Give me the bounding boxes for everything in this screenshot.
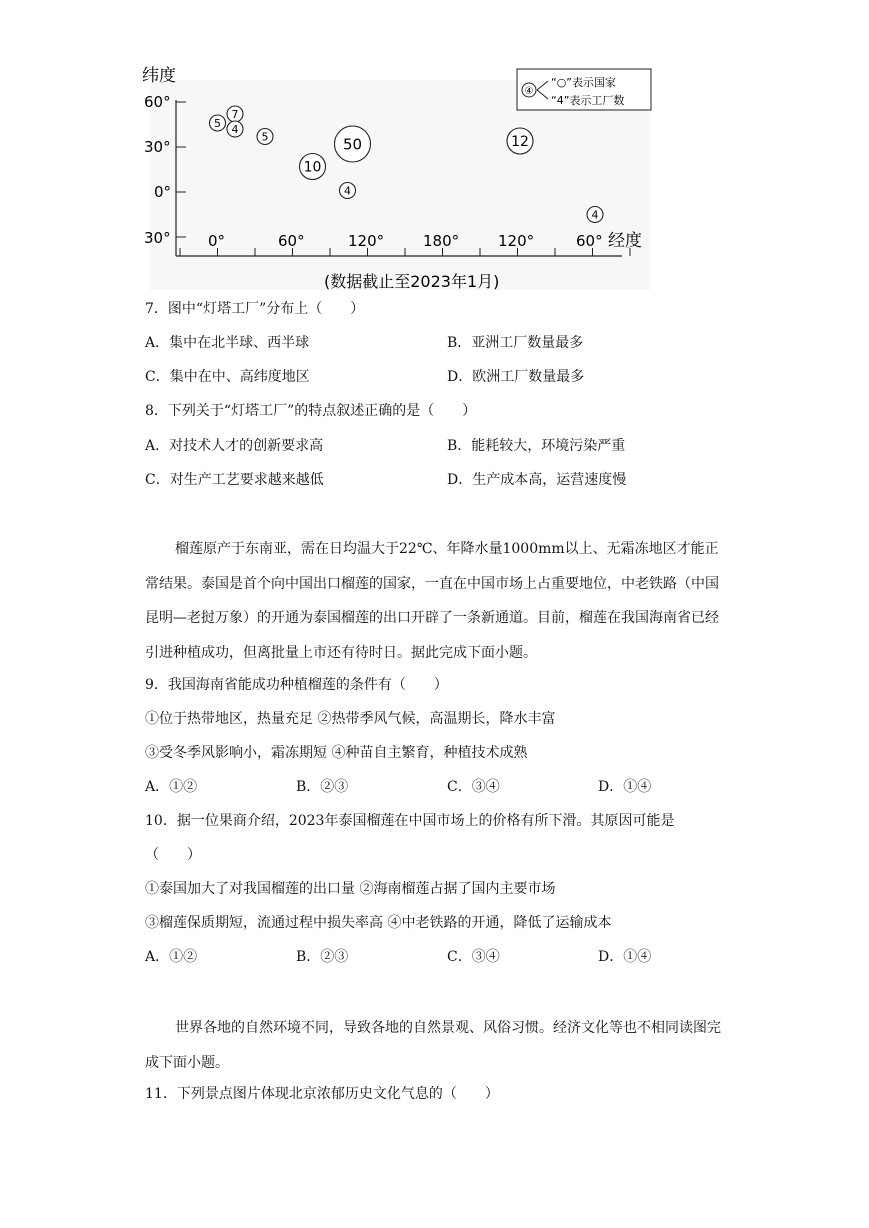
x-axis-title: 经度 — [608, 231, 642, 251]
q9-option-c[interactable]: C．③④ — [447, 779, 500, 795]
y-tick-label: 0° — [154, 183, 172, 201]
country-marker-label: 10 — [303, 159, 322, 176]
q9-statement-1: ①位于热带地区，热量充足 ②热带季风气候，高温期长，降水丰富 — [145, 711, 556, 727]
q10-statement-2: ③榴莲保质期短，流通过程中损失率高 ④中老铁路的开通，降低了运输成本 — [145, 915, 612, 931]
q7-option-d[interactable]: D．欧洲工厂数量最多 — [447, 369, 585, 385]
q7-option-a[interactable]: A．集中在北半球、西半球 — [145, 335, 310, 351]
q10-option-c[interactable]: C．③④ — [447, 949, 500, 965]
country-marker-label: 7 — [231, 107, 239, 121]
q9-option-b[interactable]: B．②③ — [296, 779, 349, 795]
figure-background — [150, 80, 650, 290]
figure-caption: (数据截止至2023年1月) — [324, 272, 500, 290]
q8-option-b[interactable]: B．能耗较大，环境污染严重 — [447, 438, 626, 454]
q9-statement-2: ③受冬季风影响小，霜冻期短 ④种苗自主繁育，种植技术成熟 — [145, 745, 528, 761]
country-marker-label: 4 — [591, 208, 599, 222]
q9-option-a[interactable]: A．①② — [145, 779, 198, 795]
y-tick-label: 30° — [144, 138, 171, 156]
q8-option-c[interactable]: C．对生产工艺要求越来越低 — [145, 472, 324, 488]
legend-line-1: “○”表示国家 — [551, 76, 616, 89]
q8-option-a[interactable]: A．对技术人才的创新要求高 — [145, 438, 324, 454]
q10-stem-cont: （ ） — [145, 847, 201, 863]
x-tick-label: 60° — [576, 232, 603, 250]
q9-stem: 9．我国海南省能成功种植榴莲的条件有（ ） — [145, 677, 448, 693]
country-marker-label: 4 — [344, 184, 351, 198]
durian-passage — [145, 532, 725, 670]
distribution-chart — [140, 60, 660, 290]
country-marker-label: 5 — [261, 130, 269, 144]
q10-statement-1: ①泰国加大了对我国榴莲的出口量 ②海南榴莲占据了国内主要市场 — [145, 881, 556, 897]
country-marker-label: 4 — [231, 122, 239, 136]
environment-passage-text: 世界各地的自然环境不同，导致各地的自然景观、风俗习惯。经济文化等也不相同读图完成下面小题。 — [145, 1020, 721, 1071]
country-marker-label: 12 — [511, 134, 529, 151]
q7-stem: 7．图中“灯塔工厂”分布上（ ） — [145, 301, 365, 317]
x-tick-label: 120° — [498, 232, 535, 250]
durian-passage-text: 榴莲原产于东南亚，需在日均温大于22℃、年降水量1000mm以上、无霜冻地区才能正常结果。泰国是首个向中国出口榴莲的国家，一直在中国市场上占重要地位，中老铁路（中国昆明—老挝万象）的开通为泰国榴莲的出口开辟了一条新通道。目前，榴莲在我国海南省已经引进种植成功，但离批量上市还有待时日。据此完成下面小题。 — [145, 541, 719, 661]
environment-passage — [145, 1011, 725, 1080]
q10-option-b[interactable]: B．②③ — [296, 949, 349, 965]
q8-option-d[interactable]: D．生产成本高，运营速度慢 — [447, 472, 627, 488]
x-tick-label: 0° — [208, 232, 226, 250]
q8-stem: 8．下列关于“灯塔工厂”的特点叙述正确的是（ ） — [145, 403, 477, 419]
legend-line-2: “4”表示工厂数 — [551, 94, 625, 107]
country-marker-label: 50 — [342, 135, 363, 154]
q10-option-a[interactable]: A．①② — [145, 949, 198, 965]
country-marker-label: 5 — [214, 116, 221, 130]
q7-option-c[interactable]: C．集中在中、高纬度地区 — [145, 369, 310, 385]
q7-option-b[interactable]: B．亚洲工厂数量最多 — [447, 335, 584, 351]
y-tick-label: 60° — [144, 93, 171, 111]
x-tick-label: 120° — [348, 232, 385, 250]
q11-stem: 11．下列景点图片体现北京浓郁历史文化气息的（ ） — [145, 1086, 499, 1102]
q10-option-d[interactable]: D．①④ — [598, 949, 652, 965]
q10-stem: 10．据一位果商介绍，2023年泰国榴莲在中国市场上的价格有所下滑。其原因可能是 — [145, 813, 675, 829]
factory-distribution-figure — [140, 60, 660, 290]
y-axis-title: 纬度 — [142, 66, 176, 86]
q9-option-d[interactable]: D．①④ — [598, 779, 652, 795]
y-tick-label: 30° — [144, 229, 171, 247]
legend-sample-value: ④ — [524, 86, 534, 97]
x-tick-label: 180° — [423, 232, 460, 250]
x-tick-label: 60° — [278, 232, 305, 250]
